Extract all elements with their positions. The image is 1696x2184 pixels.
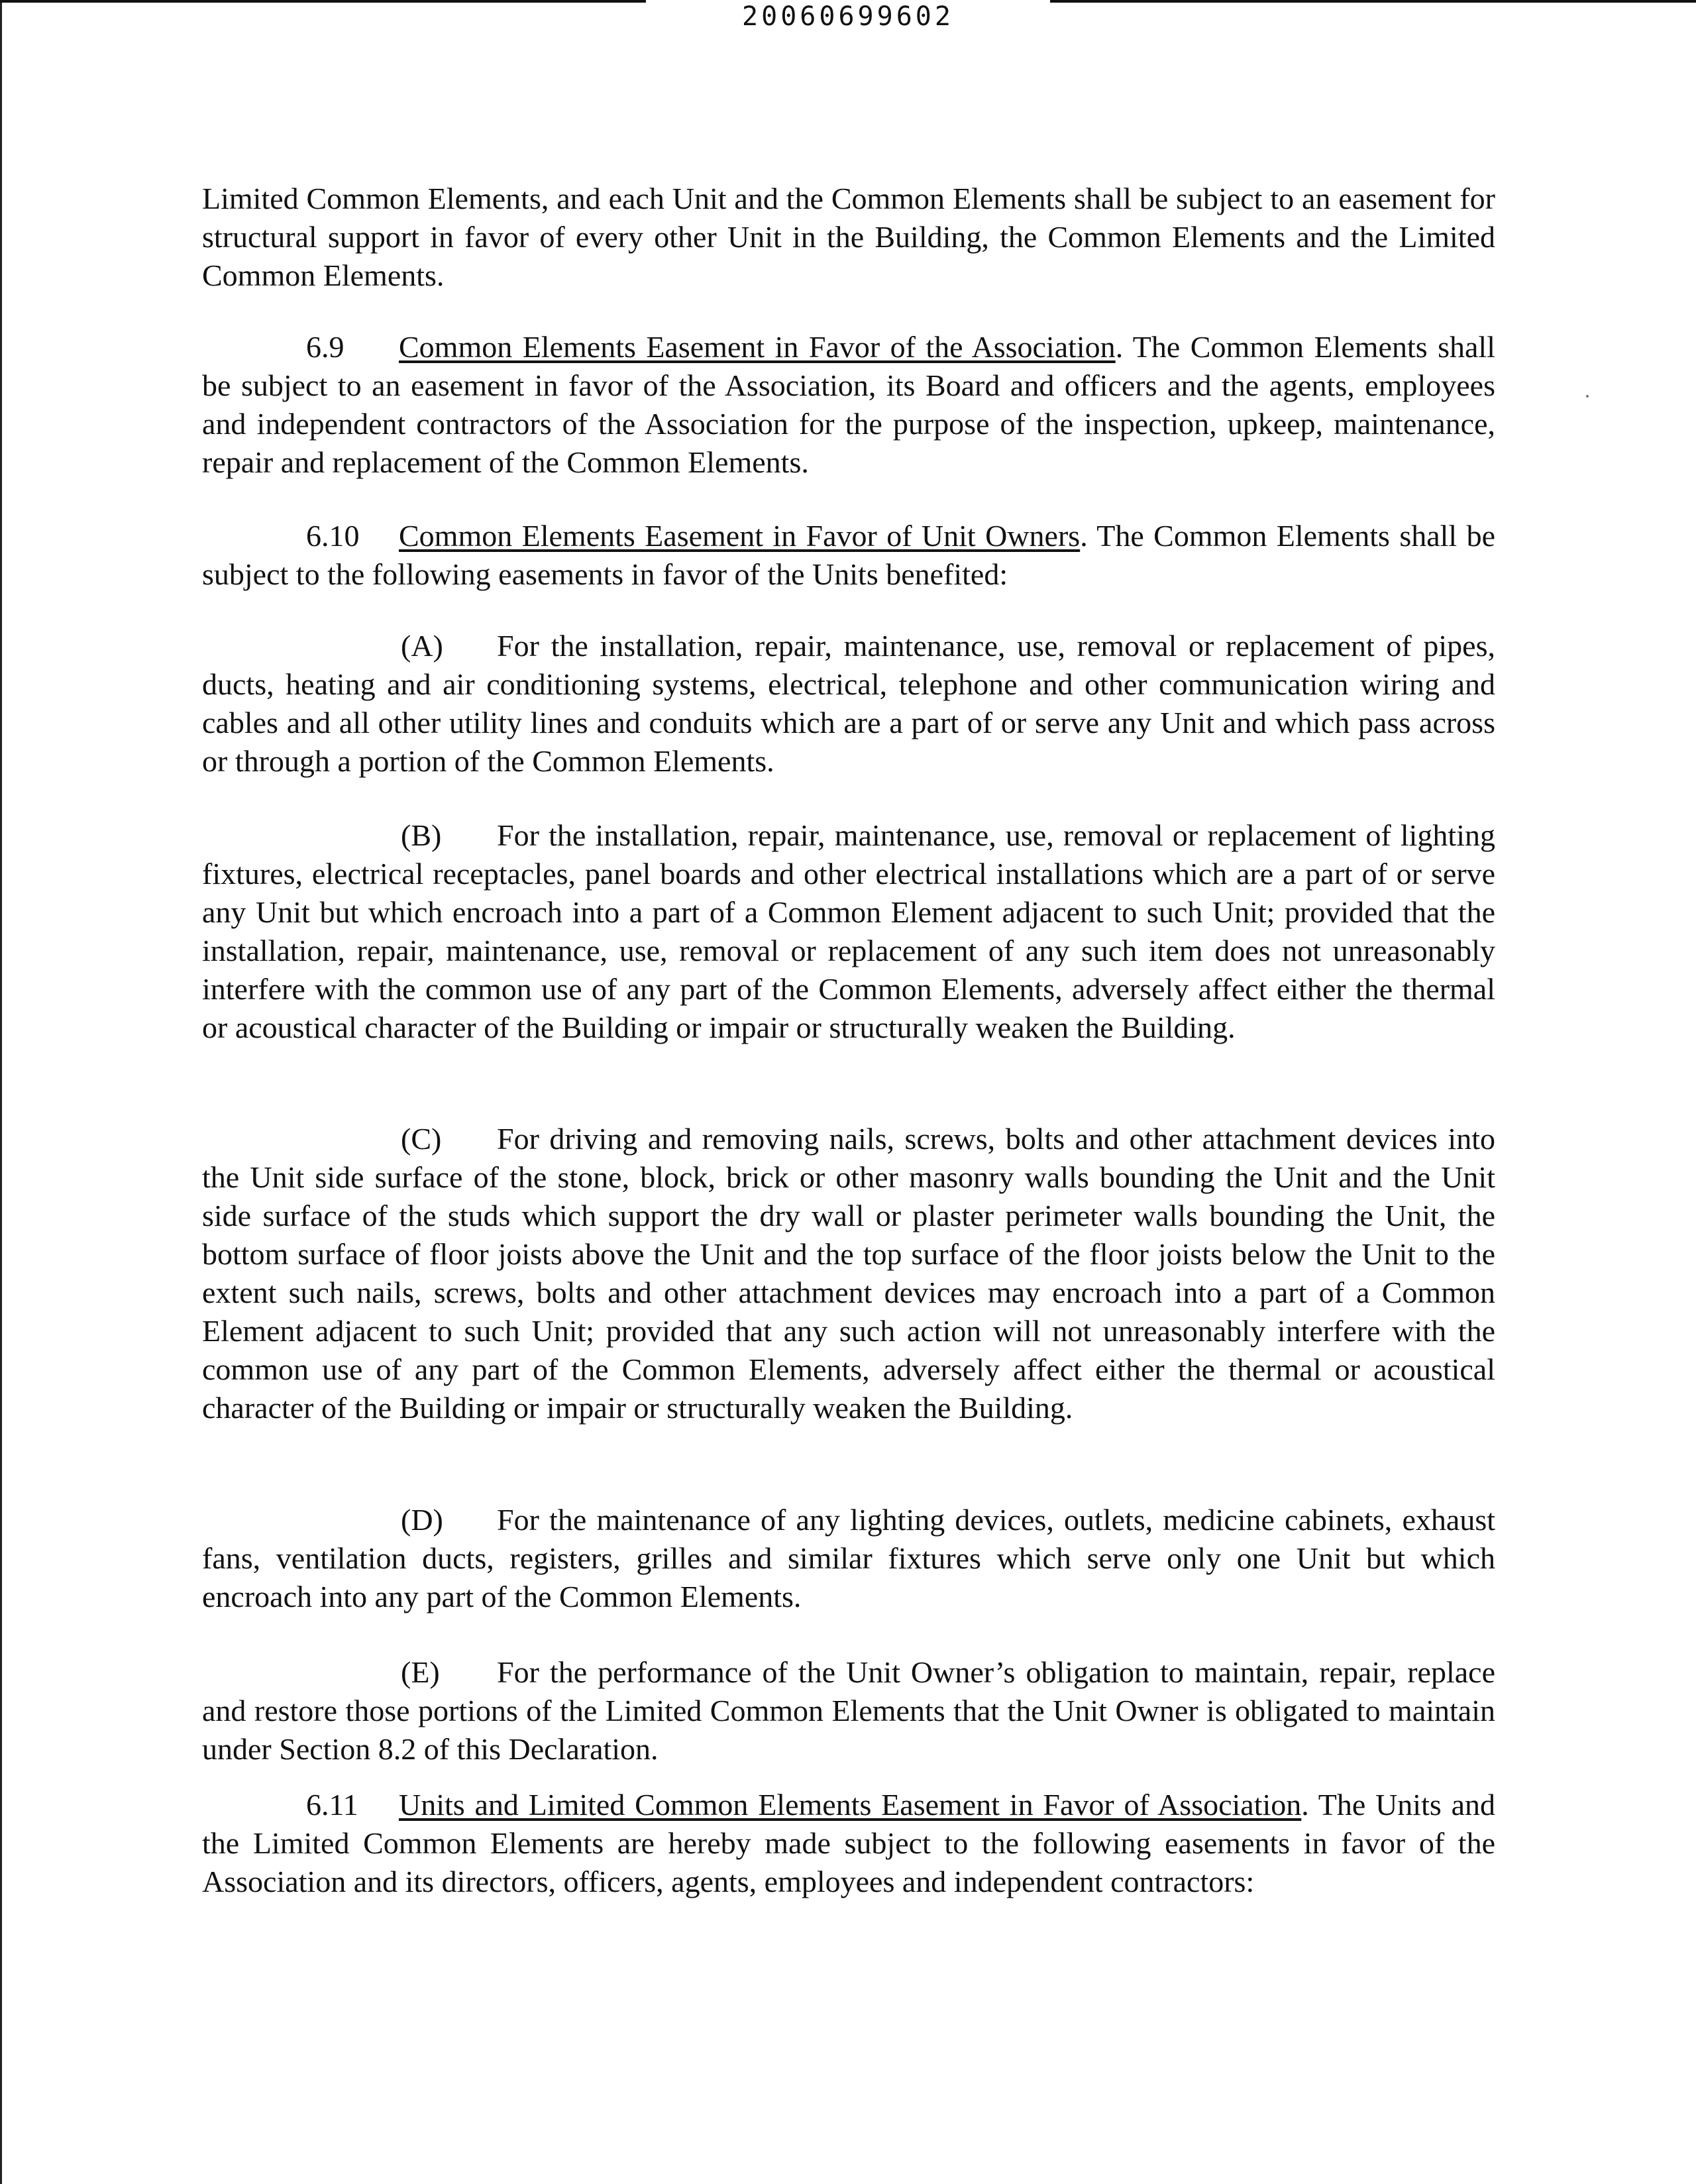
subsection-text: For the installation, repair, maintenance, use, removal or replacement of pipes, ducts, heating and air conditioning systems, electrical, telephone and other communication wiring and cables and all other utility lines and conduits which are a part of or serve any Unit and which pass across or through a portion of the Common Elements. [202,629,1495,778]
document-number: 20060699602 [742,1,954,32]
scan-edge [0,0,2,2184]
subsection-d [202,1501,1495,1616]
header-rule-left [0,0,646,3]
subsection-a [202,627,1495,781]
section-number: 6.11 [306,1788,358,1822]
scan-speck [1586,395,1589,398]
subsection-letter: (E) [401,1655,440,1689]
section-body: . The Common Elements shall be subject to an easement in favor of the Association, its Board and officers and the agents, employees and independent contractors of the Association for the purpose of the inspection, upkeep, maintenance, repair and replacement of the Common Elements. [202,330,1495,479]
section-6-10 [202,517,1495,594]
section-body: . The Units and the Limited Common Elements are hereby made subject to the following easements in favor of the Association and its directors, officers, agents, employees and independent contractors: [202,1788,1495,1898]
subsection-text: For the performance of the Unit Owner’s obligation to maintain, repair, replace and restore those portions of the Limited Common Elements that the Unit Owner is obligated to maintain under Section 8.2 of this Declaration. [202,1655,1495,1766]
section-heading: Common Elements Easement in Favor of Unit Owners [399,519,1081,553]
subsection-text: For driving and removing nails, screws, bolts and other attachment devices into the Unit side surface of the stone, block, brick or other masonry walls bounding the Unit and the Unit side surface of the studs which support the dry wall or plaster perimeter walls bounding the Unit, the bottom surface of floor joists above the Unit and the top surface of the floor joists below the Unit to the extent such nails, screws, bolts and other attachment devices may encroach into a part of a Common Element adjacent to such Unit; provided that any such action will not unreasonably interfere with the common use of any part of the Common Elements, adversely affect either the thermal or acoustical character of the Building or impair or structurally weaken the Building. [202,1122,1495,1425]
section-number: 6.9 [306,330,344,364]
subsection-c [202,1120,1495,1427]
header-rule-right [1050,0,1696,3]
subsection-letter: (B) [401,818,442,852]
subsection-b [202,816,1495,1047]
section-6-11 [202,1786,1495,1901]
section-heading: Common Elements Easement in Favor of the Association [399,330,1116,364]
subsection-text: For the installation, repair, maintenance, use, removal or replacement of lighting fixtures, electrical receptacles, panel boards and other electrical installations which are a part of or serve any Unit but which encroach into a part of a Common Element adjacent to such Unit; provided that the installation, repair, maintenance, use, removal or replacement of any such item does not unreasonably interfere with the common use of any part of the Common Elements, adversely affect either the thermal or acoustical character of the Building or impair or structurally weaken the Building. [202,818,1495,1044]
subsection-letter: (A) [401,629,443,663]
section-6-9 [202,328,1495,482]
intro-text: Limited Common Elements, and each Unit and the Common Elements shall be subject to an easement for structural support in favor of every other Unit in the Building, the Common Elements and the Limited Common Elements. [202,182,1495,292]
subsection-letter: (D) [401,1503,443,1537]
subsection-letter: (C) [401,1122,442,1156]
section-body: . The Common Elements shall be subject to the following easements in favor of the Units benefited: [202,519,1495,591]
intro-paragraph [202,180,1495,295]
subsection-text: For the maintenance of any lighting devices, outlets, medicine cabinets, exhaust fans, ventilation ducts, registers, grilles and similar fixtures which serve only one Unit but which encroach into any part of the Common Elements. [202,1503,1495,1613]
section-number: 6.10 [306,519,360,553]
subsection-e [202,1653,1495,1769]
section-heading: Units and Limited Common Elements Easement in Favor of Association [399,1788,1302,1822]
